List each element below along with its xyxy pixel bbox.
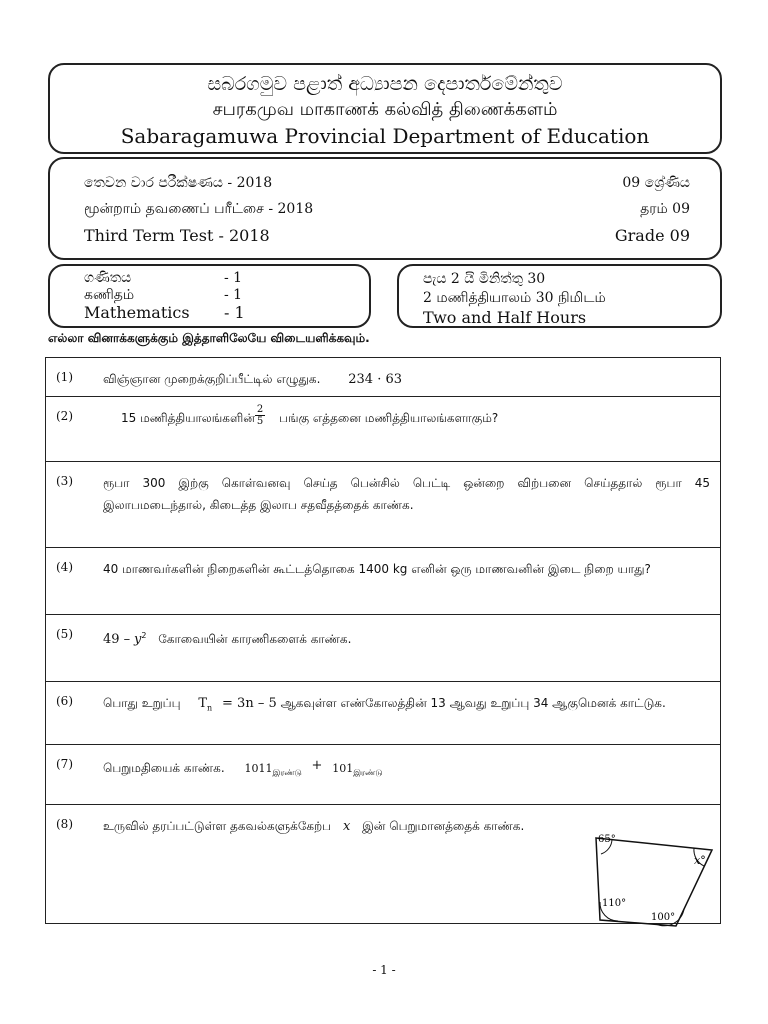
grade-sinhala: 09 ශ්‍රේණිය bbox=[622, 175, 690, 191]
question-5-text: கோவையின் காரணிகளைக் காண்க. bbox=[158, 632, 352, 646]
angle-label-top-left: 65° bbox=[598, 834, 616, 845]
fraction-denominator: 5 bbox=[256, 416, 264, 427]
subject-name: Mathematics bbox=[84, 303, 190, 322]
question-text bbox=[103, 625, 710, 651]
question-number: (1) bbox=[56, 370, 73, 384]
paper-number: - 1 bbox=[224, 303, 245, 322]
grade-english: Grade 09 bbox=[614, 226, 690, 245]
exam-title-english: Third Term Test - 2018 bbox=[84, 226, 270, 245]
general-term bbox=[198, 696, 212, 711]
duration-english: Two and Half Hours bbox=[423, 308, 587, 327]
question-8-pre: உருவில் தரப்பட்டுள்ள தகவல்களுக்கேற்ப bbox=[103, 819, 332, 833]
binary-number-b bbox=[332, 762, 383, 778]
term-subscript: n bbox=[207, 703, 213, 713]
question-number: (8) bbox=[56, 817, 73, 831]
question-number: (5) bbox=[56, 627, 73, 641]
subject-name: ගණිතය bbox=[84, 270, 132, 286]
subject-row bbox=[84, 287, 369, 304]
term-formula: = 3n – 5 bbox=[222, 696, 277, 711]
question-4-text: 40 மாணவர்களின் நிறைகளின் கூட்டத்தொகை 1400 kg எனின் ஒரு மாணவனின் இடை நிறை யாது? bbox=[103, 562, 651, 576]
base-label: இரண்டு bbox=[353, 768, 383, 778]
question-7-text: பெறுமதியைக் காண்க. bbox=[103, 761, 225, 775]
exam-row-tamil bbox=[84, 201, 690, 219]
subject-row bbox=[84, 304, 369, 321]
department-header bbox=[48, 63, 722, 154]
question-number: (4) bbox=[56, 560, 73, 574]
binary-number-a bbox=[244, 762, 302, 778]
dept-name-english: Sabaragamuwa Provincial Department of Education bbox=[120, 124, 650, 148]
binary-b-digits: 101 bbox=[332, 762, 354, 775]
dept-name-sinhala: සබරගමුව පළාත් අධ්‍යාපන දෙපාර්තමේන්තුව bbox=[207, 73, 563, 95]
duration-box bbox=[397, 264, 722, 328]
fraction-numerator: 2 bbox=[256, 404, 264, 415]
exam-title-sinhala: තෙවන වාර පරීක්ෂණය - 2018 bbox=[84, 175, 273, 191]
instruction-text: எல்லா வினாக்களுக்கும் இத்தாளிலேயே விடையளிக்கவும். bbox=[48, 331, 370, 345]
exam-row-sinhala bbox=[84, 175, 690, 191]
question-text bbox=[103, 368, 710, 391]
fraction bbox=[255, 404, 265, 427]
question-number: (2) bbox=[56, 409, 73, 423]
question-1 bbox=[46, 358, 720, 396]
question-number: (3) bbox=[56, 474, 73, 488]
question-8-post: இன் பெறுமானத்தைக் காண்க. bbox=[362, 819, 525, 833]
dept-name-tamil: சபரகமுவ மாகாணக் கல்வித் திணைக்களம் bbox=[212, 99, 558, 120]
grade-tamil: தரம் 09 bbox=[640, 201, 690, 217]
expression-variable: y bbox=[134, 632, 142, 647]
binary-a-digits: 1011 bbox=[244, 762, 273, 775]
base-label: இரண்டு bbox=[272, 768, 302, 778]
question-1-text: விஞ்ஞான முறைக்குறிப்பீட்டில் எழுதுக. bbox=[103, 372, 321, 386]
question-1-number: 234 · 63 bbox=[348, 372, 403, 387]
question-2-post: பங்கு எத்தனை மணித்தியாலங்களாகும்? bbox=[279, 411, 499, 425]
question-6-pre: பொது உறுப்பு bbox=[103, 696, 181, 710]
exam-info-box bbox=[48, 157, 722, 260]
question-4 bbox=[46, 548, 720, 614]
question-6 bbox=[46, 682, 720, 744]
question-6-post: ஆகவுள்ள எண்கோலத்தின் 13 ஆவது உறுப்பு 34 ஆகுமெனக் காட்டுக. bbox=[280, 696, 666, 710]
paper-number: - 1 bbox=[224, 270, 243, 286]
question-number: (6) bbox=[56, 694, 73, 708]
term-symbol: T bbox=[198, 696, 208, 711]
plus-operator: + bbox=[311, 758, 323, 773]
question-2-pre: 15 மணித்தியாலங்களின் bbox=[121, 411, 255, 425]
subject-row bbox=[84, 270, 369, 287]
quadrilateral-figure bbox=[590, 822, 720, 932]
duration-sinhala: පැය 2 යි මිනිත්තු 30 bbox=[423, 271, 546, 287]
question-7 bbox=[46, 745, 720, 804]
angle-label-right: x° bbox=[694, 854, 706, 867]
unknown-variable: x bbox=[342, 819, 351, 834]
question-number: (7) bbox=[56, 757, 73, 771]
expression-exponent: 2 bbox=[141, 631, 147, 640]
subject-name: கணிதம் bbox=[84, 287, 135, 303]
angle-label-bottom-right: 100° bbox=[651, 912, 676, 923]
exam-title-tamil: மூன்றாம் தவணைப் பரீட்சை - 2018 bbox=[84, 201, 314, 217]
question-text bbox=[103, 755, 710, 784]
question-5 bbox=[46, 615, 720, 681]
question-2 bbox=[46, 397, 720, 461]
angle-label-bottom-left: 110° bbox=[602, 898, 627, 909]
expression-constant: 49 – bbox=[103, 632, 131, 647]
exam-row-english bbox=[84, 226, 690, 245]
duration-tamil: 2 மணித்தியாலம் 30 நிமிடம் bbox=[423, 290, 606, 306]
question-text bbox=[103, 692, 710, 720]
page-number: - 1 - bbox=[372, 963, 396, 977]
question-3 bbox=[46, 462, 720, 547]
question-text bbox=[121, 404, 710, 429]
paper-number: - 1 bbox=[224, 287, 243, 303]
question-3-text: ரூபா 300 இற்கு கொள்வனவு செய்த பென்சில் பெட்டி ஒன்றை விற்பனை செய்ததால் ரூபா 45 இலாபமடைந்தால், கிடைத்த இலாப சதவீதத்தைக் காண்க. bbox=[103, 476, 710, 512]
subject-box bbox=[48, 264, 371, 328]
